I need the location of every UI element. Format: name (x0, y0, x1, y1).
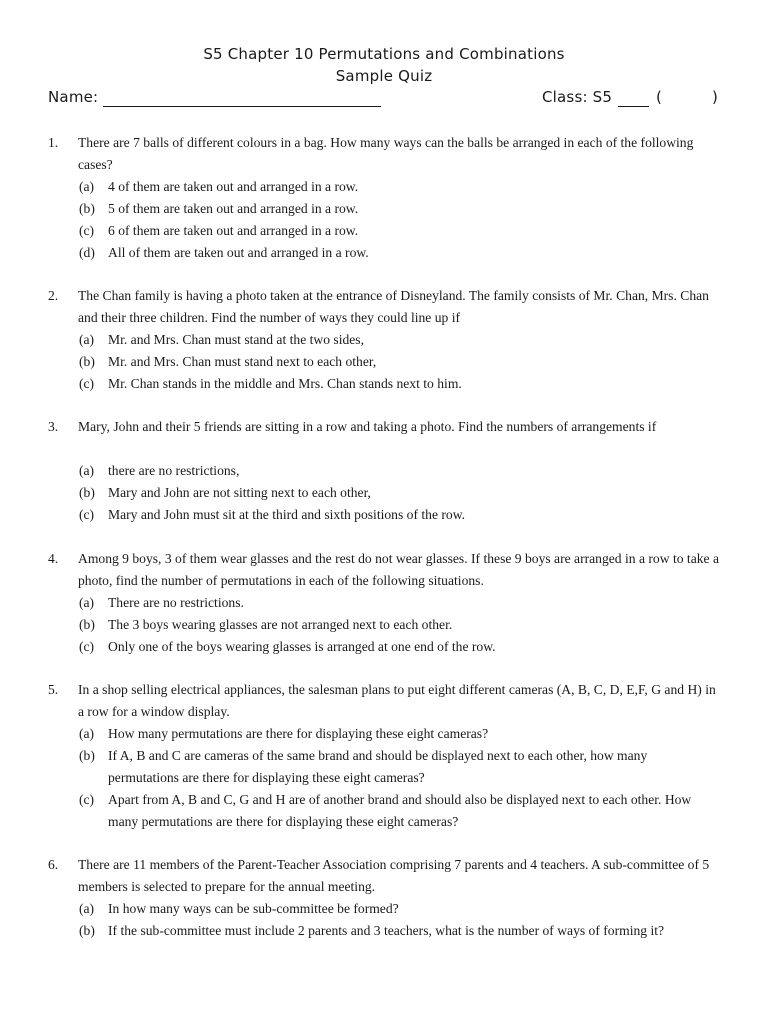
item-text: The 3 boys wearing glasses are not arranged next to each other. (108, 617, 453, 632)
item-label: (c) (79, 507, 95, 522)
item-label: (a) (79, 179, 95, 194)
question-item-a (0, 898, 768, 920)
question-item-b (0, 745, 768, 789)
question-number: 1. (48, 135, 59, 150)
question-items (0, 329, 768, 395)
name-label: Name: (48, 88, 99, 106)
question-text: There are 7 balls of different colours in a bag. How many ways can the balls be arranged in each of the following cases? (78, 135, 694, 172)
item-text: All of them are taken out and arranged in a row. (108, 245, 369, 260)
item-label: (c) (79, 376, 95, 391)
item-text: Mr. and Mrs. Chan must stand at the two sides, (108, 332, 364, 347)
question-item-a (0, 329, 768, 351)
question-item-a (0, 460, 768, 482)
item-text: Only one of the boys wearing glasses is arranged at one end of the row. (108, 639, 496, 654)
item-label: (a) (79, 901, 95, 916)
question-item-c (0, 789, 768, 833)
item-label: (c) (79, 223, 95, 238)
question-item-b (0, 614, 768, 636)
question-number: 5. (48, 682, 59, 697)
name-blank (103, 106, 381, 107)
question-number: 3. (48, 419, 59, 434)
question-number: 4. (48, 551, 59, 566)
page-subtitle: Sample Quiz (335, 67, 433, 85)
item-text: 4 of them are taken out and arranged in a row. (108, 179, 359, 194)
item-text: In how many ways can be sub-committee be formed? (108, 901, 399, 916)
item-text: If A, B and C are cameras of the same brand and should be displayed next to each other, how many permutations are there for displaying these eight cameras? (108, 748, 648, 785)
item-text: Mary and John must sit at the third and sixth positions of the row. (108, 507, 466, 522)
question-item-a (0, 592, 768, 614)
class-number-paren-open: ( (656, 88, 663, 106)
item-text: How many permutations are there for displaying these eight cameras? (108, 726, 489, 741)
item-label: (b) (79, 617, 95, 632)
item-text: If the sub-committee must include 2 parents and 3 teachers, what is the number of ways of forming it? (108, 923, 665, 938)
item-text: 6 of them are taken out and arranged in a row. (108, 223, 359, 238)
question-item-a (0, 723, 768, 745)
item-text: There are no restrictions. (108, 595, 244, 610)
question-item-c (0, 373, 768, 395)
item-text: Mary and John are not sitting next to each other, (108, 485, 371, 500)
student-info-line (48, 88, 720, 112)
item-text: Mr. Chan stands in the middle and Mrs. Chan stands next to him. (108, 376, 462, 391)
question-item-d (0, 242, 768, 264)
class-number-paren-close: ) (712, 88, 719, 106)
question-text: In a shop selling electrical appliances, the salesman plans to put eight different cameras (A, B, C, D, E,F, G and H) in a row for a window display. (78, 682, 716, 719)
item-label: (a) (79, 595, 95, 610)
item-label: (a) (79, 463, 95, 478)
item-label: (b) (79, 748, 95, 763)
question-item-b (0, 351, 768, 373)
item-label: (d) (79, 245, 95, 260)
question-text: Among 9 boys, 3 of them wear glasses and the rest do not wear glasses. If these 9 boys are arranged in a row to take a photo, find the number of permutations in each of the following situations. (78, 551, 719, 588)
question-item-b (0, 482, 768, 504)
item-label: (a) (79, 332, 95, 347)
question-text: Mary, John and their 5 friends are sitting in a row and taking a photo. Find the numbers of arrangements if (78, 419, 657, 434)
item-label: (b) (79, 485, 95, 500)
item-label: (b) (79, 354, 95, 369)
class-label: Class: S5 (542, 88, 613, 106)
item-text: 5 of them are taken out and arranged in a row. (108, 201, 359, 216)
item-text: Mr. and Mrs. Chan must stand next to each other, (108, 354, 377, 369)
item-text: Apart from A, B and C, G and H are of another brand and should also be displayed next to each other. How many permutations are there for displaying these eight cameras? (108, 792, 692, 829)
question-items (0, 592, 768, 658)
item-label: (b) (79, 201, 95, 216)
question-item-c (0, 220, 768, 242)
question-items (0, 176, 768, 264)
question-item-b (0, 920, 768, 964)
item-label: (b) (79, 923, 95, 938)
question-text: There are 11 members of the Parent-Teacher Association comprising 7 parents and 4 teachers. A sub-committee of 5 members is selected to prepare for the annual meeting. (78, 857, 710, 894)
item-text: there are no restrictions, (108, 463, 240, 478)
page-title: S5 Chapter 10 Permutations and Combinations (203, 45, 565, 63)
question-item-b (0, 198, 768, 220)
question-item-c (0, 504, 768, 526)
question-item-c (0, 636, 768, 658)
question-number: 2. (48, 288, 59, 303)
item-label: (c) (79, 792, 95, 807)
question-items (0, 898, 768, 964)
item-label: (c) (79, 639, 95, 654)
question-items (0, 460, 768, 526)
question-items (0, 723, 768, 833)
item-label: (a) (79, 726, 95, 741)
question-text: The Chan family is having a photo taken at the entrance of Disneyland. The family consists of Mr. Chan, Mrs. Chan and their three children. Find the number of ways they could line up if (78, 288, 709, 325)
question-item-a (0, 176, 768, 198)
class-blank (618, 106, 649, 107)
question-number: 6. (48, 857, 59, 872)
